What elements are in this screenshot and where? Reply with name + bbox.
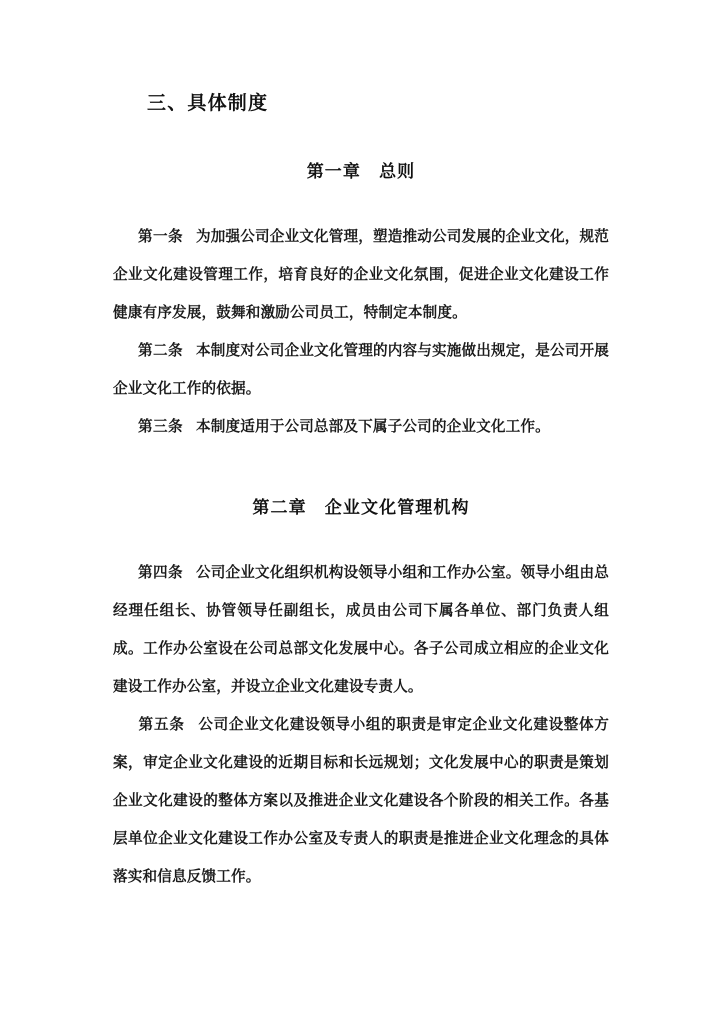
article-paragraph — [113, 408, 609, 446]
article-label: 第二条 — [138, 342, 184, 359]
article-paragraph — [113, 554, 609, 706]
article-label: 第一条 — [138, 228, 184, 245]
article-text: 为加强公司企业文化管理，塑造推动公司发展的企业文化，规范企业文化建设管理工作，培育良好的企业文化氛围，促进企业文化建设工作健康有序发展，鼓舞和激励公司员工，特制定本制度。 — [113, 228, 610, 321]
article-text: 公司企业文化组织机构设领导小组和工作办公室。领导小组由总经理任组长、协管领导任副组长，成员由公司下属各单位、部门负责人组成。工作办公室设在公司总部文化发展中心。各子公司成立相应的企业文化建设工作办公室，并设立企业文化建设专责人。 — [113, 564, 610, 695]
article-text: 公司企业文化建设领导小组的职责是审定企业文化建设整体方案，审定企业文化建设的近期目标和长远规划；文化发展中心的职责是策划企业文化建设的整体方案以及推进企业文化建设各个阶段的相关工作。各基层单位企业文化建设工作办公室及专责人的职责是推进企业文化理念的具体落实和信息反馈工作。 — [113, 716, 610, 885]
chapter-heading-1: 第一章 总则 — [306, 162, 416, 182]
article-paragraph — [113, 332, 609, 408]
chapter-2-body — [113, 522, 609, 896]
article-label: 第五条 — [138, 716, 185, 733]
page-title: 三、具体制度 — [147, 92, 269, 114]
chapter-heading-2: 第二章 企业文化管理机构 — [252, 498, 470, 518]
article-text: 本制度对公司企业文化管理的内容与实施做出规定，是公司开展企业文化工作的依据。 — [113, 342, 610, 397]
article-label: 第三条 — [138, 418, 183, 435]
article-paragraph — [113, 706, 609, 896]
chapter-1-body — [113, 186, 609, 446]
article-paragraph — [113, 218, 609, 332]
article-label: 第四条 — [138, 564, 184, 581]
document-content — [113, 0, 609, 896]
article-text: 本制度适用于公司总部及下属子公司的企业文化工作。 — [195, 418, 550, 435]
